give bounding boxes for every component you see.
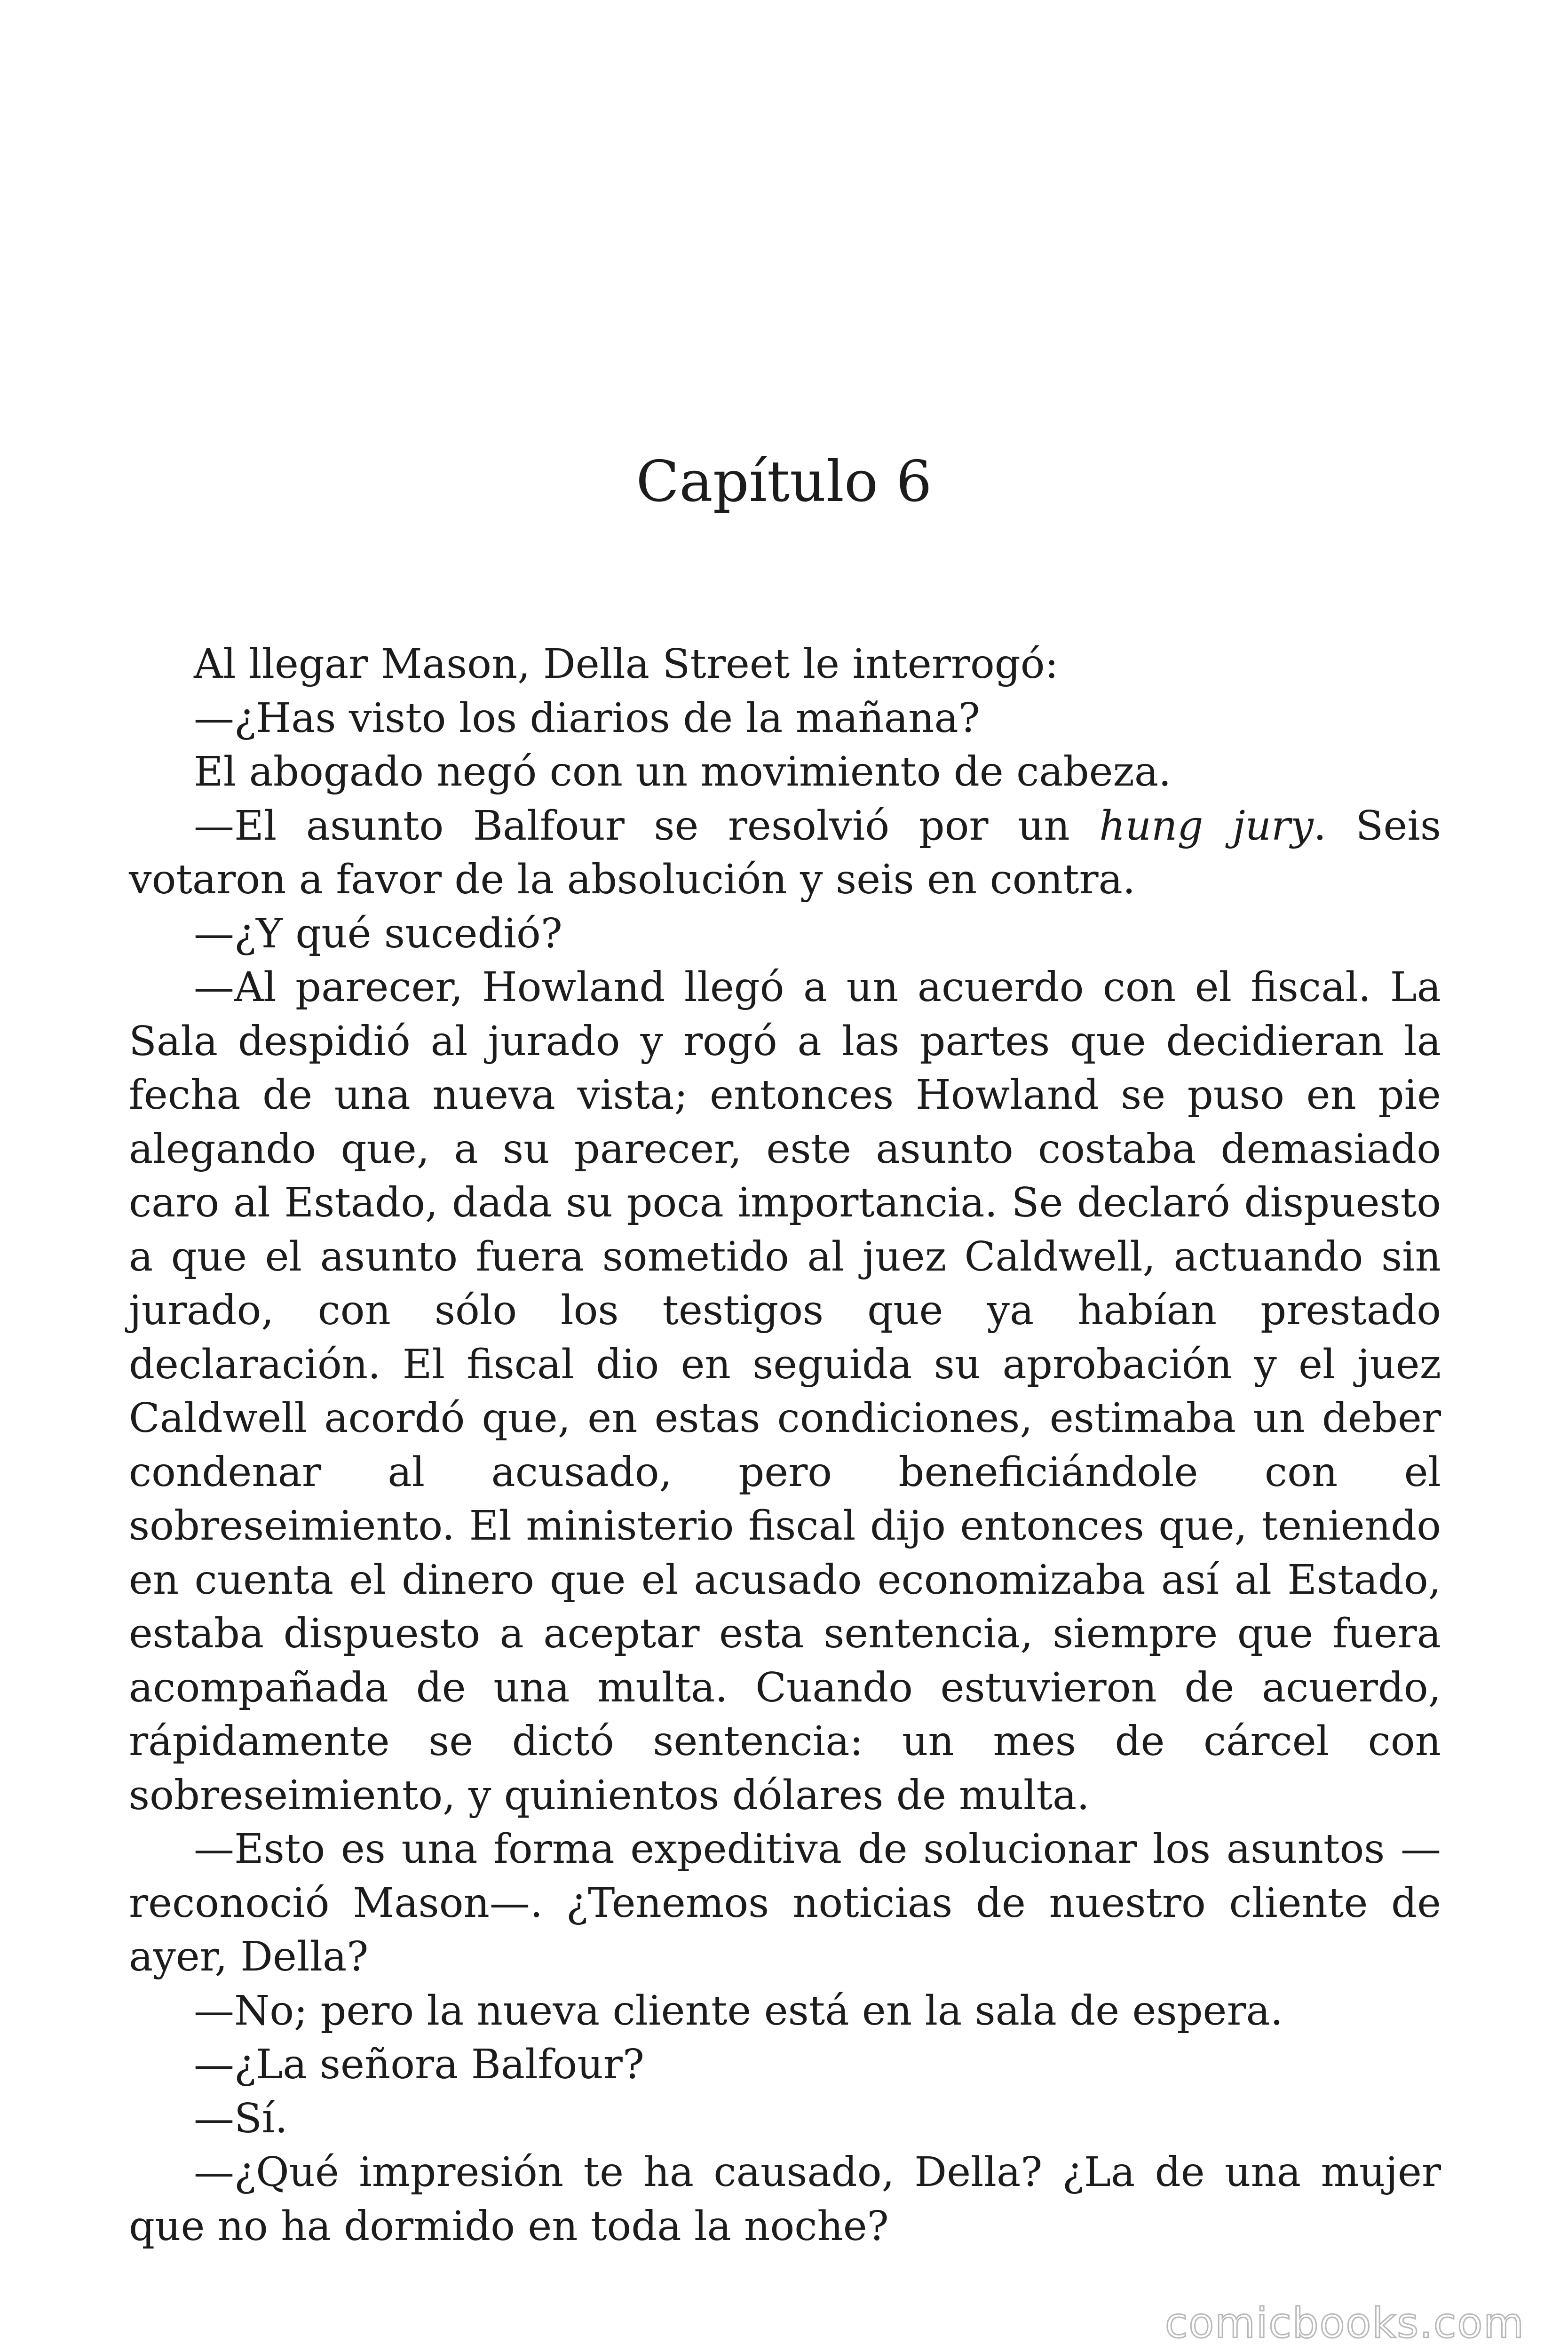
paragraph: El abogado negó con un movimiento de cabeza. xyxy=(194,748,1172,795)
paragraph-text: . Seis votaron a favor de la absolución y seis en contra. xyxy=(129,802,1441,903)
paragraph: —Esto es una forma expeditiva de solucionar los asuntos —reconoció Mason—. ¿Tenemos noticias de nuestro cliente de ayer, Della? xyxy=(129,1826,1441,1980)
paragraph: —Al parecer, Howland llegó a un acuerdo con el fiscal. La Sala despidió al jurado y rogó a las partes que decidieran la fecha de una nueva vista; entonces Howland se puso en pie alegando que, a su parecer, este asunto costaba demasiado caro al Estado, dada su poca importancia. Se declaró dispuesto a que el asunto fuera sometido al juez Caldwell, actuando sin jurado, con sólo los testigos que ya habían prestado declaración. El fiscal dio en seguida su aprobación y el juez Caldwell acordó que, en estas condiciones, estimaba un deber condenar al acusado, pero beneficiándole con el sobreseimiento. El ministerio fiscal dijo entonces que, teniendo en cuenta el dinero que el acusado economizaba así al Estado, estaba dispuesto a aceptar esta sentencia, siempre que fuera acompañada de una multa. Cuando estuvieron de acuerdo, rápidamente se dictó sentencia: un mes de cárcel con sobreseimiento, y quinientos dólares de multa. xyxy=(129,964,1441,1819)
paragraph xyxy=(129,799,1441,907)
paragraph: Al llegar Mason, Della Street le interrogó: xyxy=(194,641,1059,688)
emphasis-text: hung jury xyxy=(1099,802,1314,850)
paragraph: —¿Qué impresión te ha causado, Della? ¿La de una mujer que no ha dormido en toda la noche? xyxy=(129,2149,1441,2250)
chapter-title: Capítulo 6 xyxy=(636,449,932,515)
paragraph: —Sí. xyxy=(194,2095,288,2142)
body-text xyxy=(129,637,1441,2253)
paragraph: —¿La señora Balfour? xyxy=(194,2041,644,2088)
paragraph: —No; pero la nueva cliente está en la sala de espera. xyxy=(194,1987,1283,2034)
paragraph: —¿Has visto los diarios de la mañana? xyxy=(194,694,980,742)
watermark: comicbooks.com xyxy=(1164,2299,1525,2347)
paragraph-text: —El asunto Balfour se resolvió por un xyxy=(194,802,1100,850)
paragraph: —¿Y qué sucedió? xyxy=(194,910,562,957)
